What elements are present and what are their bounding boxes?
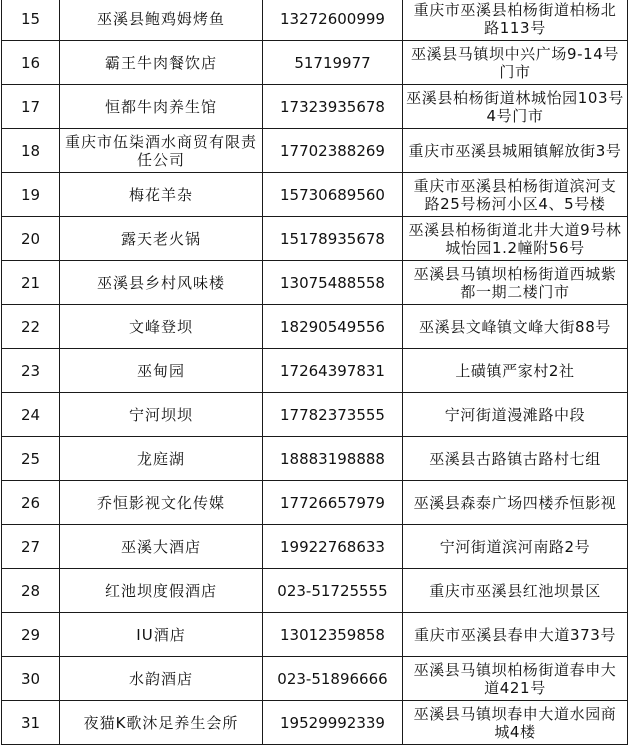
- business-name-cell: 红池坝度假酒店: [60, 569, 263, 613]
- business-name-cell: 宁河坝坝: [60, 393, 263, 437]
- address-cell: 巫溪县文峰镇文峰大街88号: [403, 305, 628, 349]
- business-name-cell: 龙庭湖: [60, 437, 263, 481]
- row-number-cell: 21: [2, 261, 60, 305]
- table-row: [2, 349, 628, 393]
- business-name-cell: 巫溪县乡村风味楼: [60, 261, 263, 305]
- address-cell: 重庆市巫溪县春申大道373号: [403, 613, 628, 657]
- table-row: [2, 129, 628, 173]
- address-cell: 巫溪县柏杨街道北井大道9号林城怡园1.2幢附56号: [403, 217, 628, 261]
- row-number-cell: 20: [2, 217, 60, 261]
- phone-cell: 023-51725555: [263, 569, 403, 613]
- business-directory-table: [1, 0, 628, 745]
- phone-cell: 18290549556: [263, 305, 403, 349]
- phone-cell: 17702388269: [263, 129, 403, 173]
- table-row: [2, 525, 628, 569]
- row-number-cell: 29: [2, 613, 60, 657]
- address-cell: 巫溪县柏杨街道林城怡园103号4号门市: [403, 85, 628, 129]
- table-row: [2, 393, 628, 437]
- business-name-cell: 文峰登坝: [60, 305, 263, 349]
- phone-cell: 17726657979: [263, 481, 403, 525]
- row-number-cell: 16: [2, 41, 60, 85]
- phone-cell: 13012359858: [263, 613, 403, 657]
- business-name-cell: IU酒店: [60, 613, 263, 657]
- row-number-cell: 25: [2, 437, 60, 481]
- row-number-cell: 19: [2, 173, 60, 217]
- table-row: [2, 85, 628, 129]
- table-row: [2, 613, 628, 657]
- row-number-cell: 23: [2, 349, 60, 393]
- business-name-cell: 重庆市伍柒酒水商贸有限责任公司: [60, 129, 263, 173]
- address-cell: 巫溪县森泰广场四楼乔恒影视: [403, 481, 628, 525]
- row-number-cell: 28: [2, 569, 60, 613]
- address-cell: 重庆市巫溪县红池坝景区: [403, 569, 628, 613]
- phone-cell: 19529992339: [263, 701, 403, 745]
- address-cell: 巫溪县马镇坝柏杨街道西城紫都一期二楼门市: [403, 261, 628, 305]
- row-number-cell: 17: [2, 85, 60, 129]
- address-cell: 宁河街道滨河南路2号: [403, 525, 628, 569]
- table-row: [2, 305, 628, 349]
- phone-cell: 15730689560: [263, 173, 403, 217]
- table-row: [2, 569, 628, 613]
- table-row: [2, 261, 628, 305]
- address-cell: 重庆市巫溪县城厢镇解放街3号: [403, 129, 628, 173]
- row-number-cell: 15: [2, 0, 60, 41]
- address-cell: 巫溪县古路镇古路村七组: [403, 437, 628, 481]
- business-name-cell: 夜猫K歌沐足养生会所: [60, 701, 263, 745]
- table-row: [2, 481, 628, 525]
- business-name-cell: 巫甸园: [60, 349, 263, 393]
- phone-cell: 15178935678: [263, 217, 403, 261]
- phone-cell: 13075488558: [263, 261, 403, 305]
- phone-cell: 18883198888: [263, 437, 403, 481]
- table-row: [2, 437, 628, 481]
- address-cell: 巫溪县马镇坝中兴广场9-14号门市: [403, 41, 628, 85]
- table-row: [2, 657, 628, 701]
- business-name-cell: 霸王牛肉餐饮店: [60, 41, 263, 85]
- phone-cell: 17782373555: [263, 393, 403, 437]
- address-cell: 巫溪县马镇坝柏杨街道春申大道421号: [403, 657, 628, 701]
- row-number-cell: 22: [2, 305, 60, 349]
- phone-cell: 17323935678: [263, 85, 403, 129]
- business-name-cell: 梅花羊杂: [60, 173, 263, 217]
- row-number-cell: 18: [2, 129, 60, 173]
- business-name-cell: 恒都牛肉养生馆: [60, 85, 263, 129]
- table-body: [2, 0, 628, 745]
- row-number-cell: 30: [2, 657, 60, 701]
- business-name-cell: 巫溪县鲍鸡姆烤鱼: [60, 0, 263, 41]
- address-cell: 宁河街道漫滩路中段: [403, 393, 628, 437]
- table-row: [2, 0, 628, 41]
- address-cell: 重庆市巫溪县柏杨街道滨河支路25号杨河小区4、5号楼: [403, 173, 628, 217]
- row-number-cell: 31: [2, 701, 60, 745]
- row-number-cell: 27: [2, 525, 60, 569]
- address-cell: 巫溪县马镇坝春申大道水园商城4楼: [403, 701, 628, 745]
- phone-cell: 17264397831: [263, 349, 403, 393]
- table-row: [2, 41, 628, 85]
- table-row: [2, 701, 628, 745]
- business-name-cell: 巫溪大酒店: [60, 525, 263, 569]
- address-cell: 上磺镇严家村2社: [403, 349, 628, 393]
- phone-cell: 023-51896666: [263, 657, 403, 701]
- table-row: [2, 217, 628, 261]
- phone-cell: 13272600999: [263, 0, 403, 41]
- row-number-cell: 26: [2, 481, 60, 525]
- phone-cell: 51719977: [263, 41, 403, 85]
- table-row: [2, 173, 628, 217]
- address-cell: 重庆市巫溪县柏杨街道柏杨北路113号: [403, 0, 628, 41]
- business-name-cell: 露天老火锅: [60, 217, 263, 261]
- row-number-cell: 24: [2, 393, 60, 437]
- business-name-cell: 乔恒影视文化传媒: [60, 481, 263, 525]
- phone-cell: 19922768633: [263, 525, 403, 569]
- business-name-cell: 水韵酒店: [60, 657, 263, 701]
